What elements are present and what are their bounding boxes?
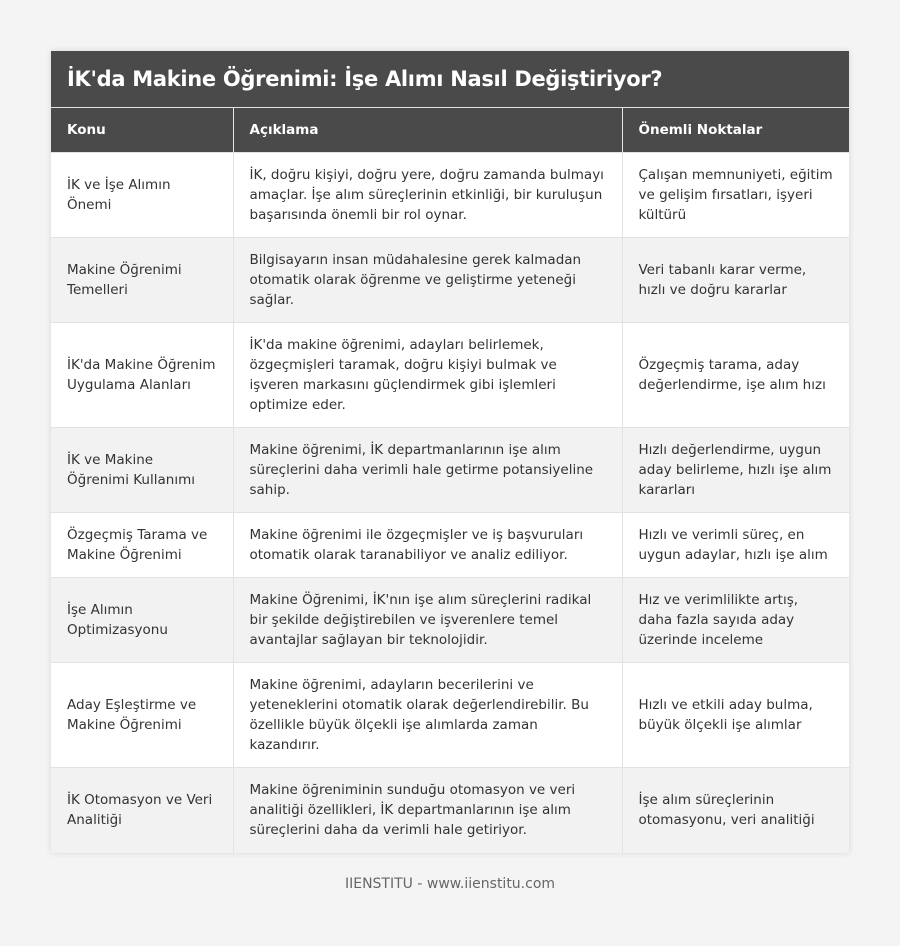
cell-description: Makine öğrenimi, İK departmanlarının işe alım süreçlerini daha verimli hale getirme potansiyeline sahip. [233, 428, 622, 513]
table-row [51, 153, 849, 238]
cell-topic: Aday Eşleştirme ve Makine Öğrenimi [51, 663, 233, 768]
cell-key-points: Hızlı ve etkili aday bulma, büyük ölçekli işe alımlar [622, 663, 849, 768]
cell-topic: İK ve İşe Alımın Önemi [51, 153, 233, 238]
table-row [51, 768, 849, 853]
table-row [51, 238, 849, 323]
cell-description: Makine öğrenimi, adayların becerilerini ve yeteneklerini otomatik olarak değerlendirebilir. Bu özellikle büyük ölçekli işe alımlarda zaman kazandırır. [233, 663, 622, 768]
header-description: Açıklama [233, 108, 622, 153]
cell-key-points: Veri tabanlı karar verme, hızlı ve doğru kararlar [622, 238, 849, 323]
footer-credit: IIENSTITU - www.iienstitu.com [344, 876, 556, 892]
cell-topic: Özgeçmiş Tarama ve Makine Öğrenimi [51, 513, 233, 578]
cell-description: İK, doğru kişiyi, doğru yere, doğru zamanda bulmayı amaçlar. İşe alım süreçlerinin etkinliği, bir kuruluşun başarısında önemli bir rol oynar. [233, 153, 622, 238]
table-row [51, 323, 849, 428]
cell-key-points: Çalışan memnuniyeti, eğitim ve gelişim fırsatları, işyeri kültürü [622, 153, 849, 238]
cell-topic: İşe Alımın Optimizasyonu [51, 578, 233, 663]
cell-key-points: Hız ve verimlilikte artış, daha fazla sayıda aday üzerinde inceleme [622, 578, 849, 663]
table-title: İK'da Makine Öğrenimi: İşe Alımı Nasıl Değiştiriyor? [51, 51, 849, 108]
header-key-points: Önemli Noktalar [622, 108, 849, 153]
cell-key-points: Hızlı ve verimli süreç, en uygun adaylar, hızlı işe alım [622, 513, 849, 578]
cell-description: Bilgisayarın insan müdahalesine gerek kalmadan otomatik olarak öğrenme ve geliştirme yeteneği sağlar. [233, 238, 622, 323]
cell-topic: İK'da Makine Öğrenim Uygulama Alanları [51, 323, 233, 428]
header-topic: Konu [51, 108, 233, 153]
cell-description: Makine Öğrenimi, İK'nın işe alım süreçlerini radikal bir şekilde değiştirebilen ve işverenlere temel avantajlar sağlayan bir teknolojidir. [233, 578, 622, 663]
table-row [51, 513, 849, 578]
cell-key-points: Hızlı değerlendirme, uygun aday belirleme, hızlı işe alım kararları [622, 428, 849, 513]
cell-key-points: Özgeçmiş tarama, aday değerlendirme, işe alım hızı [622, 323, 849, 428]
header-row [51, 108, 849, 153]
cell-topic: İK Otomasyon ve Veri Analitiği [51, 768, 233, 853]
table-row [51, 428, 849, 513]
cell-topic: İK ve Makine Öğrenimi Kullanımı [51, 428, 233, 513]
cell-key-points: İşe alım süreçlerinin otomasyonu, veri analitiği [622, 768, 849, 853]
cell-topic: Makine Öğrenimi Temelleri [51, 238, 233, 323]
cell-description: Makine öğrenimi ile özgeçmişler ve iş başvuruları otomatik olarak taranabiliyor ve analiz ediliyor. [233, 513, 622, 578]
table-row [51, 663, 849, 768]
cell-description: Makine öğreniminin sunduğu otomasyon ve veri analitiği özellikleri, İK departmanlarının işe alım süreçlerini daha da verimli hale getiriyor. [233, 768, 622, 853]
table-row [51, 578, 849, 663]
data-table [51, 108, 849, 853]
table-card [51, 51, 849, 853]
cell-description: İK'da makine öğrenimi, adayları belirlemek, özgeçmişleri taramak, doğru kişiyi bulmak ve işveren markasını güçlendirmek gibi işlemleri optimize eder. [233, 323, 622, 428]
